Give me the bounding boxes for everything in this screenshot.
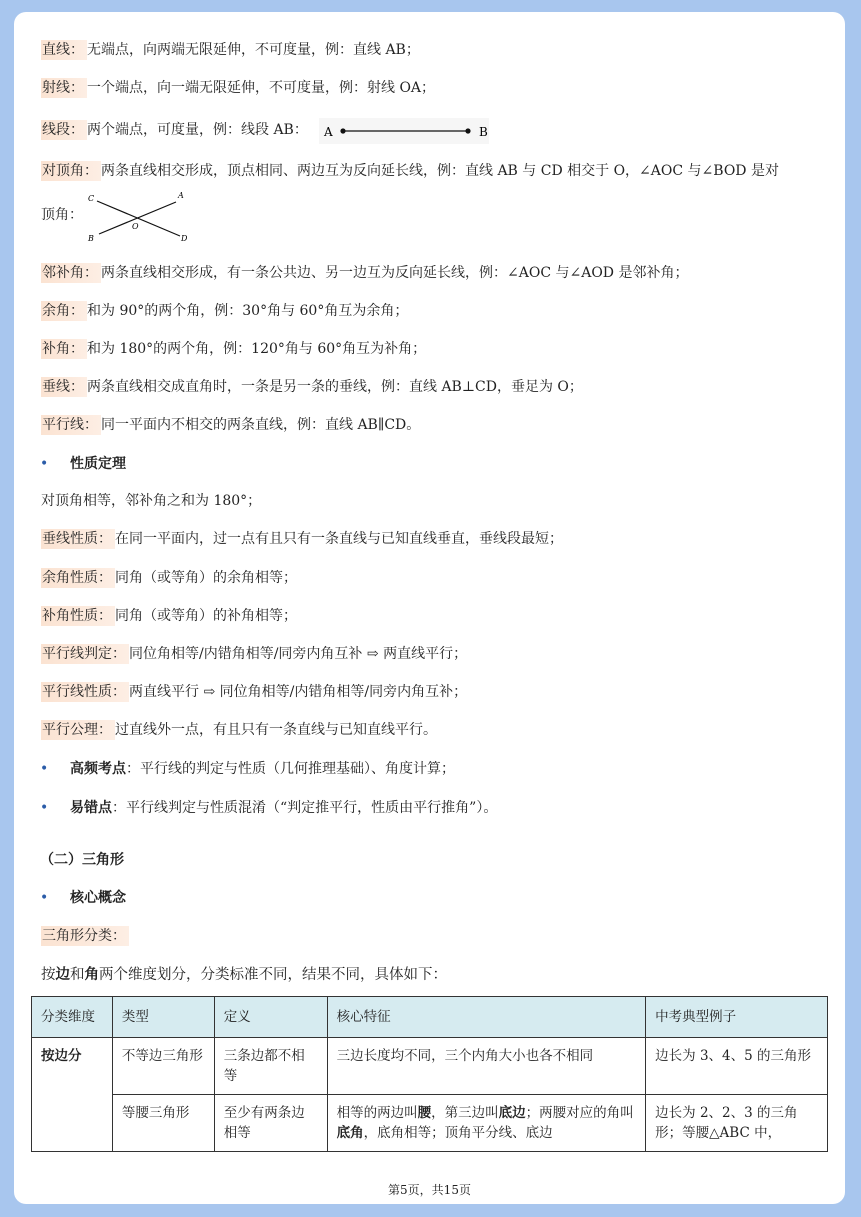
core-concepts-heading: 核心概念 <box>70 890 126 906</box>
angle-label-b: B <box>88 234 94 243</box>
key-point-line <box>70 759 455 779</box>
term-label: 线段： <box>41 120 87 140</box>
pitfall-line <box>70 798 497 818</box>
angle-label-a: A <box>178 191 184 200</box>
def-line-perpendicular <box>41 377 583 397</box>
table-header-cell: 分类维度 <box>32 997 113 1038</box>
def-line-vertical-angles <box>41 161 779 181</box>
table-cell: 三边长度均不同，三个内角大小也各不相同 <box>327 1038 646 1095</box>
property-text: 同角（或等角）的余角相等； <box>115 570 297 586</box>
def-line-complementary <box>41 301 408 321</box>
term-label: 直线： <box>41 40 87 60</box>
property-text: 在同一平面内，过一点有且只有一条直线与已知直线垂直，垂线段最短； <box>115 531 563 547</box>
property-line-parallel-criteria <box>41 644 467 664</box>
term-label: 补角： <box>41 339 87 359</box>
term-label: 平行公理： <box>41 720 115 740</box>
table-header-cell: 定义 <box>214 997 327 1038</box>
def-line-continued: 顶角： <box>41 207 83 223</box>
cell-text: 相等的两边叫 <box>336 1105 418 1121</box>
bullet-dot: • <box>40 890 49 906</box>
bullet-dot: • <box>40 456 49 472</box>
dimension-cell: 按边分 <box>32 1038 113 1152</box>
intro-text: 按 <box>41 967 56 983</box>
property-text: 同位角相等/内错角相等/同旁内角互补 ⇨ 两直线平行； <box>129 646 468 662</box>
segment-label-a: A <box>324 125 333 139</box>
table-cell: 不等边三角形 <box>112 1038 214 1095</box>
term-label: 平行线性质： <box>41 682 129 702</box>
cell-text: ；两腰对应的角叫 <box>525 1105 634 1121</box>
table-header-cell: 类型 <box>112 997 214 1038</box>
term-label: 邻补角： <box>41 263 101 283</box>
table-row <box>32 1038 828 1095</box>
property-text: 两直线平行 ⇨ 同位角相等/内错角相等/同旁内角互补； <box>129 684 468 700</box>
classification-intro <box>41 965 447 985</box>
def-line-supplementary <box>41 339 426 359</box>
table-cell: 边长为 3、4、5 的三角形 <box>646 1038 828 1095</box>
vertical-angles-figure <box>82 187 202 247</box>
table-header-cell: 核心特征 <box>327 997 646 1038</box>
def-line-segment <box>41 120 308 140</box>
cell-text: ，第三边叫 <box>431 1105 499 1121</box>
table-row <box>32 1095 828 1152</box>
term-label: 垂线： <box>41 377 87 397</box>
triangle-classification-line <box>41 926 129 946</box>
segment-ab-figure <box>319 118 489 144</box>
document-page <box>14 12 845 1204</box>
def-text: 两条直线相交形成，顶点相同、两边互为反向延长线，例：直线 AB 与 CD 相交于 O，∠AOC 与∠BOD 是对 <box>101 163 779 179</box>
def-text: 两条直线相交成直角时，一条是另一条的垂线，例：直线 AB⊥CD，垂足为 O； <box>87 379 583 395</box>
cell-bold-text: 底边 <box>498 1105 526 1121</box>
triangle-classification-table <box>31 996 828 1152</box>
cell-bold-text: 腰 <box>417 1105 432 1121</box>
angle-label-d: D <box>181 234 188 243</box>
cell-text: ，底角相等；顶角平分线、底边 <box>363 1125 553 1141</box>
angle-label-o: O <box>132 222 139 231</box>
def-text: 和为 180°的两个角，例：120°角与 60°角互为补角； <box>87 341 427 357</box>
section-title: （二）三角形 <box>40 852 124 868</box>
bullet-dot: • <box>40 761 49 777</box>
table-cell: 至少有两条边相等 <box>214 1095 327 1152</box>
table-header-row <box>32 997 828 1038</box>
term-label: 余角性质： <box>41 568 115 588</box>
def-line-parallel <box>41 415 420 435</box>
def-line-ray <box>41 78 435 98</box>
def-text: 两条直线相交形成，有一条公共边、另一边互为反向延长线，例：∠AOC 与∠AOD 是邻补角； <box>101 265 689 281</box>
term-label: 垂线性质： <box>41 529 115 549</box>
intro-bold-angle: 角 <box>84 966 99 983</box>
term-label: 对顶角： <box>41 161 101 181</box>
pitfall-label: 易错点 <box>70 800 112 816</box>
table-cell: 等腰三角形 <box>112 1095 214 1152</box>
intro-bold-side: 边 <box>55 966 70 983</box>
key-point-text: ：平行线的判定与性质（几何推理基础）、角度计算； <box>126 761 455 777</box>
segment-label-b: B <box>479 125 488 139</box>
cell-bold-text: 底角 <box>336 1125 364 1141</box>
angle-label-c: C <box>88 194 95 203</box>
segment-end-a <box>340 128 345 133</box>
term-label: 余角： <box>41 301 87 321</box>
def-text: 一个端点，向一端无限延伸，不可度量，例：射线 OA； <box>87 80 436 96</box>
segment-end-b <box>465 128 470 133</box>
key-point-label: 高频考点 <box>70 761 126 777</box>
def-text: 两个端点，可度量，例：线段 AB： <box>87 122 308 138</box>
property-text: 过直线外一点，有且只有一条直线与已知直线平行。 <box>115 722 437 738</box>
property-text: 同角（或等角）的补角相等； <box>115 608 297 624</box>
properties-heading: 性质定理 <box>70 456 126 472</box>
properties-intro: 对顶角相等，邻补角之和为 180°； <box>41 493 262 509</box>
term-label: 射线： <box>41 78 87 98</box>
def-text: 和为 90°的两个角，例：30°角与 60°角互为余角； <box>87 303 409 319</box>
table-header-cell: 中考典型例子 <box>646 997 828 1038</box>
property-line-complementary <box>41 568 297 588</box>
property-line-parallel-axiom <box>41 720 437 740</box>
property-line-supplementary <box>41 606 297 626</box>
term-label: 三角形分类： <box>41 926 129 946</box>
def-line-adjacent-supplementary <box>41 263 688 283</box>
property-line-parallel-props <box>41 682 467 702</box>
term-label: 平行线： <box>41 415 101 435</box>
table-cell: 三条边都不相等 <box>214 1038 327 1095</box>
intro-text: 两个维度划分，分类标准不同，结果不同，具体如下： <box>99 967 447 983</box>
term-label: 补角性质： <box>41 606 115 626</box>
pitfall-text: ：平行线判定与性质混淆（“判定推平行，性质由平行推角”）。 <box>112 800 498 816</box>
def-text: 无端点，向两端无限延伸，不可度量，例：直线 AB； <box>87 42 420 58</box>
term-label: 平行线判定： <box>41 644 129 664</box>
property-line-perpendicular <box>41 529 563 549</box>
page-footer: 第5页，共15页 <box>388 1183 471 1197</box>
intro-text: 和 <box>70 967 85 983</box>
table-cell-features <box>327 1095 646 1152</box>
def-line-straight <box>41 40 420 60</box>
table-cell: 边长为 2、2、3 的三角形；等腰△ABC 中， <box>646 1095 828 1152</box>
bullet-dot: • <box>40 800 49 816</box>
def-text: 同一平面内不相交的两条直线，例：直线 AB∥CD。 <box>101 417 421 433</box>
